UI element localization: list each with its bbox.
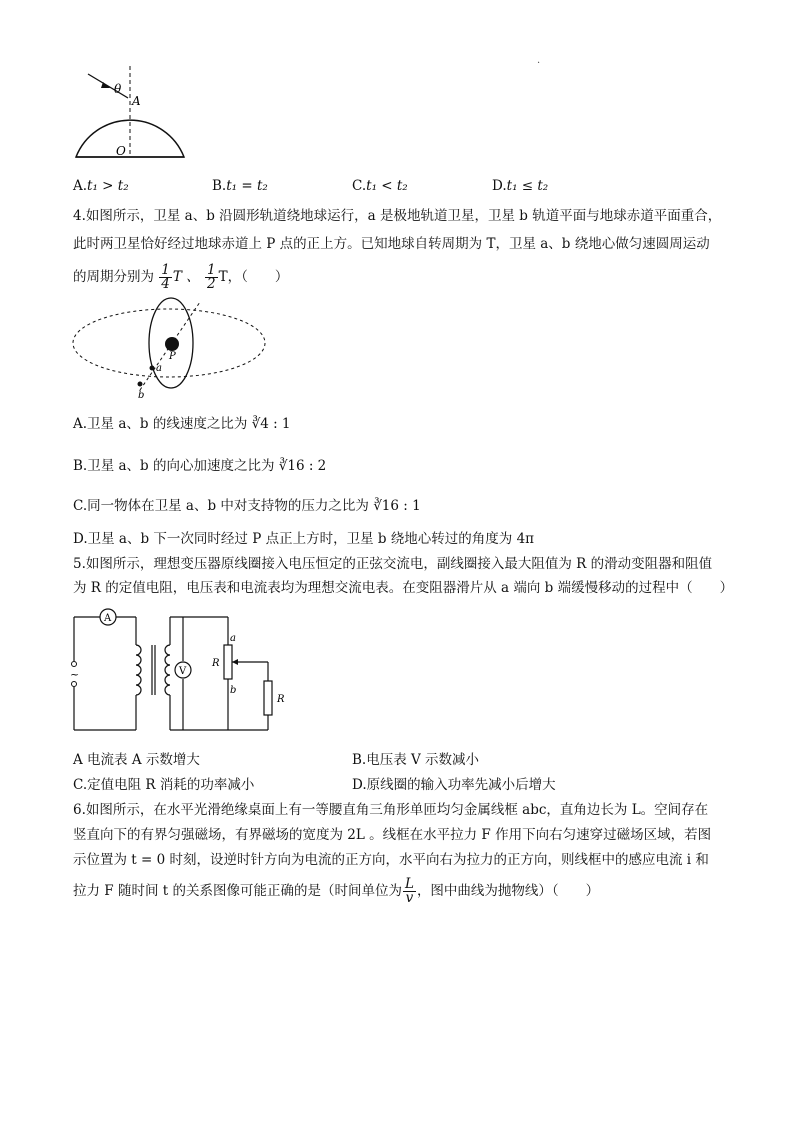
label-b: b bbox=[138, 390, 145, 401]
earth-icon bbox=[165, 337, 179, 351]
theta-label: θ bbox=[114, 82, 122, 96]
q5-option-b[interactable]: B.电压表 V 示数减小 bbox=[352, 752, 480, 768]
q6-frac-l-over-v: $\frac{L}{v}$ bbox=[404, 876, 414, 906]
satellite-a-icon bbox=[150, 366, 155, 371]
q6-stem-line2: 竖直向下的有界匀强磁场，有界磁场的宽度为 2L 。线框在水平拉力 F 作用下向右匀速穿过磁场区域，若图 bbox=[73, 827, 712, 843]
q3-option-c[interactable]: C.t₁ < t₂ bbox=[352, 178, 408, 194]
satellite-b-icon bbox=[138, 382, 143, 387]
q3-hemisphere-figure bbox=[70, 60, 200, 165]
fixed-resistor-label: R bbox=[277, 694, 285, 705]
terminal-bottom-icon bbox=[72, 682, 77, 687]
q4-frac-quarter: $\frac{1}{4}$ bbox=[161, 262, 170, 292]
q4-option-b[interactable]: B.卫星 a、b 的向心加速度之比为 ∛16 : 2 bbox=[73, 458, 327, 474]
q5-option-c[interactable]: C.定值电阻 R 消耗的功率减小 bbox=[73, 777, 255, 793]
q6-stem-line1: 6.如图所示，在水平光滑绝缘桌面上有一等腰直角三角形单匝均匀金属线框 abc，直角边长为 L。空间存在 bbox=[73, 802, 709, 818]
terminal-top-icon bbox=[72, 662, 77, 667]
label-p: P bbox=[169, 351, 176, 362]
q4-option-c[interactable]: C.同一物体在卫星 a、b 中对支持物的压力之比为 ∛16 : 1 bbox=[73, 498, 421, 514]
q6-stem-line3: 示位置为 t = 0 时刻，设逆时针方向为电流的正方向，水平向右为拉力的正方向，则线框中的感应电流 i 和 bbox=[73, 852, 709, 868]
q4-option-a[interactable]: A.卫星 a、b 的线速度之比为 ∛4 : 1 bbox=[73, 416, 291, 432]
end-b-label: b bbox=[230, 685, 237, 696]
q4-stem-line3: 的周期分别为 $\frac{1}{4}$ T 、 $\frac{1}{2}$ T，（ ） bbox=[73, 262, 289, 292]
q4-stem-line2: 此时两卫星恰好经过地球赤道上 P 点的正上方。已知地球自转周期为 T，卫星 a、b 绕地心做匀速圆周运动 bbox=[73, 236, 710, 252]
q5-stem-line1: 5.如图所示，理想变压器原线圈接入电压恒定的正弦交流电，副线圈接入最大阻值为 R 的滑动变阻器和阻值 bbox=[73, 556, 713, 572]
point-a-label: A bbox=[132, 94, 141, 108]
page-mark: · bbox=[537, 58, 541, 69]
q4-stem-line1: 4.如图所示，卫星 a、b 沿圆形轨道绕地球运行，a 是极地轨道卫星，卫星 b 轨道平面与地球赤道平面重合， bbox=[73, 208, 722, 224]
q5-circuit-figure bbox=[70, 605, 310, 735]
label-a: a bbox=[156, 363, 162, 374]
q3-option-b[interactable]: B.t₁ = t₂ bbox=[212, 178, 268, 194]
q6-stem-line4: 拉力 F 随时间 t 的关系图像可能正确的是（时间单位为 $\frac{L}{v}$ ，图中曲线为抛物线）（ ） bbox=[73, 876, 600, 906]
q4-orbit-figure bbox=[72, 296, 272, 404]
end-a-label: a bbox=[230, 633, 236, 644]
q5-option-d[interactable]: D.原线圈的输入功率先减小后增大 bbox=[352, 777, 556, 793]
q5-stem-line2: 为 R 的定值电阻，电压表和电流表均为理想交流电表。在变阻器滑片从 a 端向 b 端缓慢移动的过程中（ ） bbox=[73, 580, 734, 596]
rheostat-label: R bbox=[212, 658, 220, 669]
voltmeter-label: V bbox=[179, 666, 187, 677]
q4-frac-half: $\frac{1}{2}$ bbox=[206, 262, 216, 292]
q5-option-a[interactable]: A 电流表 A 示数增大 bbox=[73, 752, 200, 768]
q3-option-d[interactable]: D.t₁ ≤ t₂ bbox=[492, 178, 549, 194]
q3-option-a[interactable]: A.t₁ > t₂ bbox=[73, 178, 129, 194]
ammeter-label: A bbox=[104, 613, 112, 624]
ac-source-label: ~ bbox=[70, 668, 80, 681]
q4-option-d[interactable]: D.卫星 a、b 下一次同时经过 P 点正上方时，卫星 b 绕地心转过的角度为 4π bbox=[73, 531, 535, 547]
point-o-label: O bbox=[116, 144, 126, 158]
